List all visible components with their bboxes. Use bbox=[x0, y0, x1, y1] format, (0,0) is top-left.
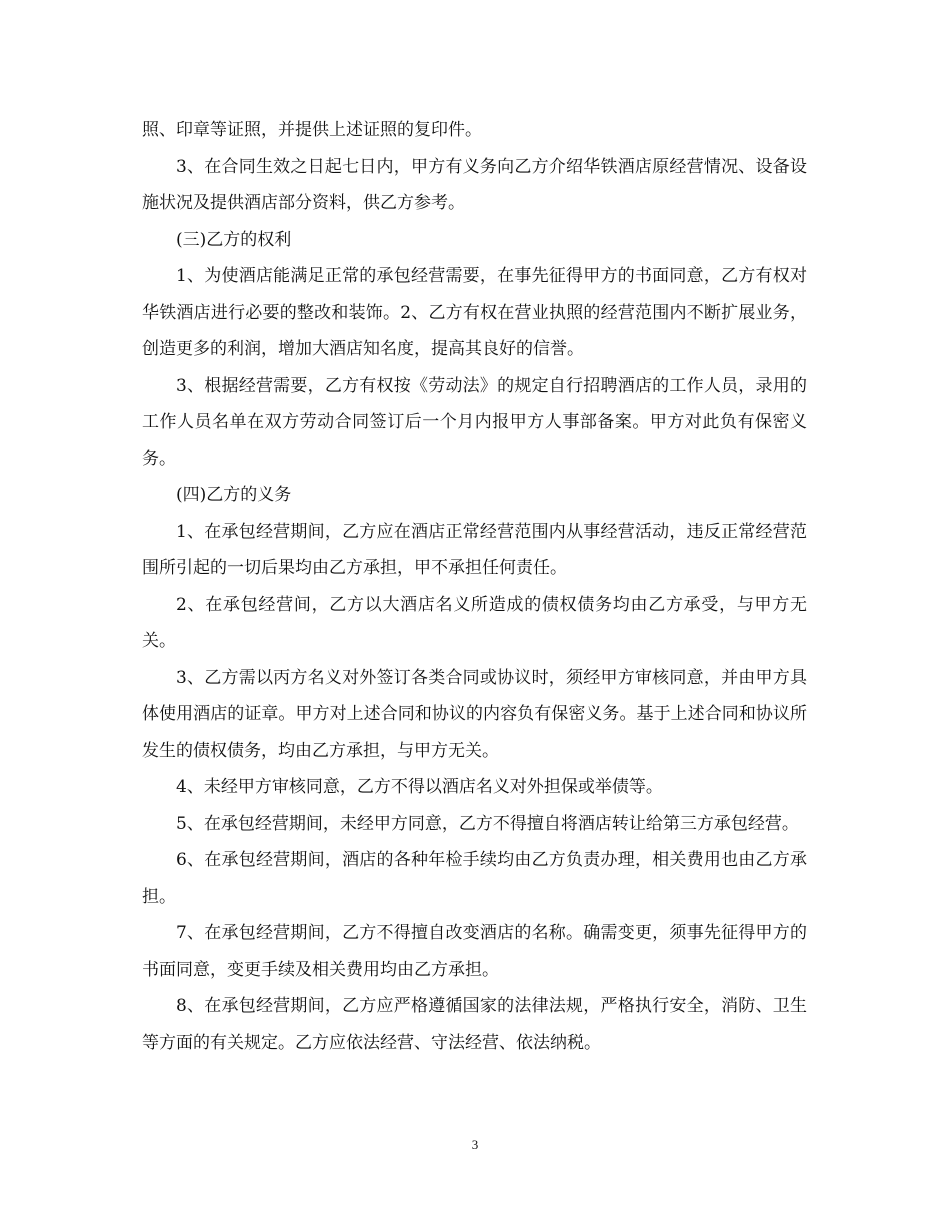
document-body bbox=[142, 112, 807, 1061]
page-number: 3 bbox=[471, 1137, 479, 1152]
paragraph: 6、在承包经营期间，酒店的各种年检手续均由乙方负责办理，相关费用也由乙方承担。 bbox=[142, 850, 807, 907]
paragraph: 3、在合同生效之日起七日内，甲方有义务向乙方介绍华铁酒店原经营情况、设备设施状况及提供酒店部分资料，供乙方参考。 bbox=[142, 156, 807, 213]
paragraph: 4、未经甲方审核同意，乙方不得以酒店名义对外担保或举债等。 bbox=[176, 777, 663, 797]
paragraph: 5、在承包经营期间，未经甲方同意，乙方不得擅自将酒店转让给第三方承包经营。 bbox=[176, 813, 799, 834]
section-heading: (三)乙方的权利 bbox=[176, 229, 292, 250]
paragraph: 照、印章等证照，并提供上述证照的复印件。 bbox=[142, 120, 482, 140]
paragraph: 3、乙方需以丙方名义对外签订各类合同或协议时，须经甲方审核同意，并由甲方具体使用酒店的证章。甲方对上述合同和协议的内容负有保密义务。基于上述合同和协议所发生的债权债务，均由乙方承担，与甲方无关。 bbox=[142, 667, 807, 761]
paragraph: 1、为使酒店能满足正常的承包经营需要，在事先征得甲方的书面同意，乙方有权对华铁酒店进行必要的整改和装饰。2、乙方有权在营业执照的经营范围内不断扩展业务，创造更多的利润，增加大酒店知名度，提高其良好的信誉。 bbox=[142, 266, 807, 359]
section-heading: (四)乙方的义务 bbox=[176, 485, 292, 505]
paragraph: 8、在承包经营期间，乙方应严格遵循国家的法律法规，严格执行安全，消防、卫生等方面的有关规定。乙方应依法经营、守法经营、依法纳税。 bbox=[142, 996, 807, 1053]
paragraph: 2、在承包经营间，乙方以大酒店名义所造成的债权债务均由乙方承受，与甲方无关。 bbox=[142, 594, 807, 651]
paragraph: 1、在承包经营期间，乙方应在酒店正常经营范围内从事经营活动，违反正常经营范围所引起的一切后果均由乙方承担，甲不承担任何责任。 bbox=[142, 521, 807, 578]
paragraph: 7、在承包经营期间，乙方不得擅自改变酒店的名称。确需变更，须事先征得甲方的书面同意，变更手续及相关费用均由乙方承担。 bbox=[142, 923, 807, 980]
paragraph: 3、根据经营需要，乙方有权按《劳动法》的规定自行招聘酒店的工作人员，录用的工作人员名单在双方劳动合同签订后一个月内报甲方人事部备案。甲方对此负有保密义务。 bbox=[142, 375, 807, 469]
